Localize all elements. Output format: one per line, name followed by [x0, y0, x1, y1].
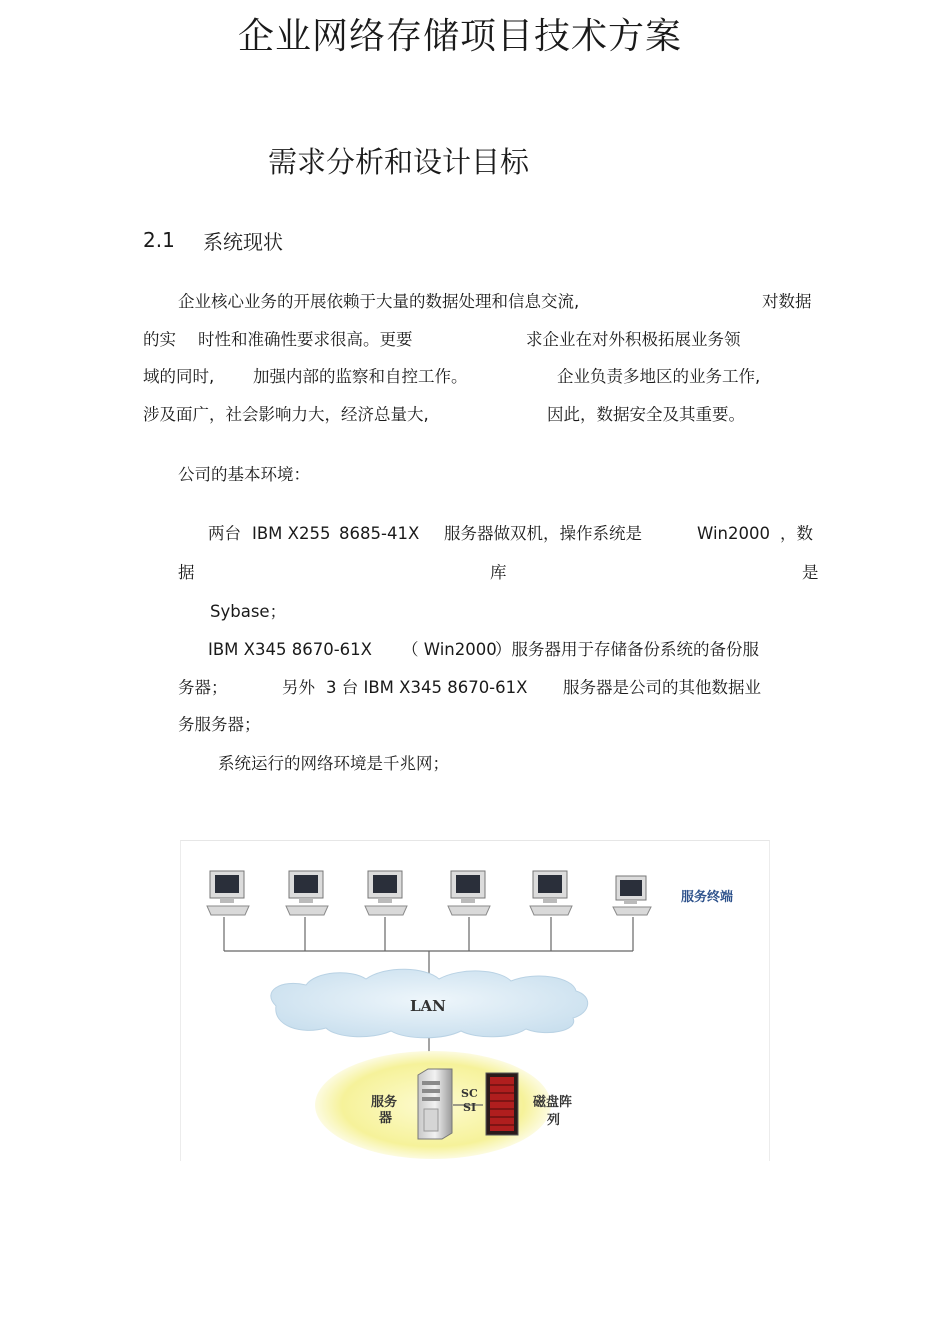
paragraph-text: 对数据	[762, 292, 812, 311]
scsi-label-line2: SI	[463, 1101, 477, 1114]
env-text: 8685-41X	[339, 524, 420, 543]
env-text: Sybase；	[210, 602, 287, 621]
env-text: 务器；	[178, 678, 228, 697]
computer-icon	[207, 871, 249, 915]
paragraph-text: 企业负责多地区的业务工作,	[557, 367, 761, 386]
paragraph-text: 的实	[143, 330, 176, 349]
paragraph-text: 涉及面广，社会影响力大，经济总量大,	[143, 405, 429, 424]
section-heading: 需求分析和设计目标	[268, 145, 530, 179]
computer-icon	[286, 871, 328, 915]
env-text: IBM X345 8670-61X	[208, 640, 372, 659]
computer-icon	[530, 871, 572, 915]
network-diagram	[180, 840, 770, 1161]
server-label-line2: 器	[379, 1111, 393, 1126]
env-text: 库	[490, 563, 507, 582]
env-text: 据	[178, 563, 195, 582]
lan-label: LAN	[410, 997, 446, 1015]
env-text: 服务器做双机，操作系统是	[444, 524, 642, 543]
paragraph-text: 时性和准确性要求很高。更要	[198, 330, 413, 349]
env-text: Win2000	[697, 524, 770, 543]
subsection-title: 系统现状	[203, 230, 283, 254]
server-tower-icon	[418, 1069, 452, 1139]
terminal-label: 服务终端	[681, 890, 734, 905]
env-text: IBM X255	[252, 524, 331, 543]
env-text: 务服务器；	[178, 715, 261, 734]
scsi-label-line1: SC	[461, 1087, 478, 1100]
computer-icon	[365, 871, 407, 915]
environment-heading: 公司的基本环境：	[178, 465, 310, 484]
env-text: 服务器是公司的其他数据业	[563, 678, 761, 697]
env-text: ，数	[780, 524, 813, 543]
server-label-line1: 服务	[371, 1095, 398, 1110]
paragraph-text: 加强内部的监察和自控工作。	[253, 367, 468, 386]
disk-label-line2: 列	[547, 1113, 561, 1128]
env-text: ）服务器用于存储备份系统的备份服	[495, 640, 759, 659]
env-text: 系统运行的网络环境是千兆网；	[218, 754, 449, 773]
paragraph-text: 因此，数据安全及其重要。	[547, 405, 745, 424]
env-text: 3 台 IBM X345 8670-61X	[326, 678, 528, 697]
subsection-number: 2.1	[143, 228, 175, 252]
env-text: 是	[802, 563, 819, 582]
env-text: （ Win2000	[402, 640, 497, 659]
disk-label-line1: 磁盘阵	[533, 1095, 573, 1110]
document-title: 企业网络存储项目技术方案	[237, 16, 682, 57]
computer-icon	[613, 876, 651, 915]
disk-array-icon	[486, 1073, 518, 1135]
paragraph-text: 求企业在对外积极拓展业务领	[526, 330, 741, 349]
env-text: 两台	[208, 524, 241, 543]
computer-icon	[448, 871, 490, 915]
paragraph-text: 域的同时,	[143, 367, 215, 386]
paragraph-text: 企业核心业务的开展依赖于大量的数据处理和信息交流,	[178, 292, 580, 311]
env-text: 另外	[282, 678, 315, 697]
